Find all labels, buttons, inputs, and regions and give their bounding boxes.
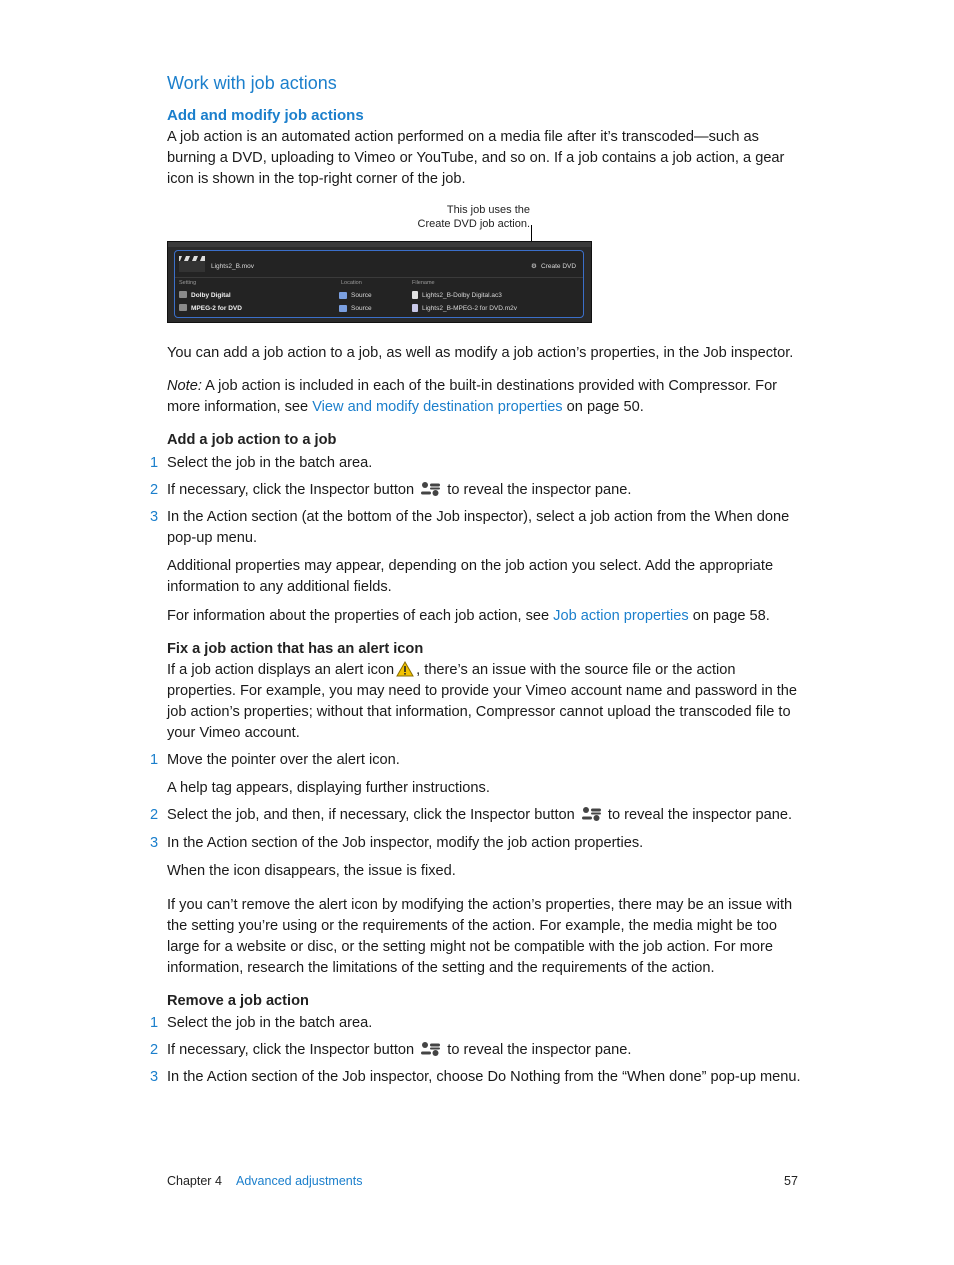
row-filename: Lights2_B-Dolby Digital.ac3 bbox=[422, 292, 502, 299]
add-step-2: If necessary, click the Inspector button to reveal the inspector pane. bbox=[167, 482, 632, 498]
gear-icon[interactable]: ⚙ bbox=[531, 263, 537, 270]
fix-closing-paragraph: If you can’t remove the alert icon by modifying the action’s properties, there may be an issue with the setting you’re using or the requirements of the action. For example, the media might be too large for a website or disc, or the setting might not be compatible with the job action. For more information, research the limitations of the setting and the requirements of the action. bbox=[167, 897, 793, 976]
remove-step-2: If necessary, click the Inspector button to reveal the inspector pane. bbox=[167, 1042, 632, 1058]
step-number: 2 bbox=[150, 482, 159, 498]
step-number: 2 bbox=[150, 1042, 159, 1058]
row-filename: Lights2_B-MPEG-2 for DVD.m2v bbox=[422, 305, 518, 312]
job-action-properties-link[interactable]: Job action properties bbox=[553, 608, 689, 624]
setting-video-icon bbox=[179, 304, 187, 311]
section-heading: Work with job actions bbox=[167, 73, 337, 93]
callout-line-2: Create DVD job action. bbox=[417, 218, 530, 230]
fix-section-title: Fix a job action that has an alert icon bbox=[167, 641, 424, 657]
column-header-location: Location bbox=[341, 280, 362, 286]
job-row[interactable] bbox=[174, 250, 584, 318]
add-paragraph-1: Additional properties may appear, depending on the job action you select. Add the appropriate information to any additional fields. bbox=[167, 558, 774, 595]
inspector-button-icon bbox=[421, 1041, 440, 1057]
fix-step-1-result: A help tag appears, displaying further instructions. bbox=[167, 780, 490, 796]
row-setting: Dolby Digital bbox=[191, 292, 231, 299]
job-name: Lights2_B.mov bbox=[211, 263, 254, 270]
step-number: 1 bbox=[150, 752, 159, 768]
job-header bbox=[175, 251, 583, 278]
destination-properties-link[interactable]: View and modify destination properties bbox=[312, 399, 563, 415]
folder-icon bbox=[339, 305, 347, 312]
add-paragraph-2: For information about the properties of each job action, see Job action properties on page 58. bbox=[167, 608, 770, 624]
footer-chapter-link[interactable]: Advanced adjustments bbox=[236, 1174, 363, 1188]
fix-step-1: Move the pointer over the alert icon. bbox=[167, 752, 400, 768]
remove-section-title: Remove a job action bbox=[167, 993, 309, 1009]
fix-step-3: In the Action section of the Job inspector, modify the job action properties. bbox=[167, 835, 644, 851]
add-step-1: Select the job in the batch area. bbox=[167, 455, 373, 471]
footer-chapter: Chapter 4 bbox=[167, 1174, 222, 1188]
step-number: 2 bbox=[150, 807, 159, 823]
column-header-filename: Filename bbox=[412, 280, 435, 286]
alert-icon bbox=[396, 661, 414, 677]
note-paragraph: Note: A job action is included in each of the built-in destinations provided with Compressor. For more information, see View and modify destination properties on page 50. bbox=[167, 378, 778, 415]
add-section-title: Add a job action to a job bbox=[167, 432, 337, 448]
footer-page-number: 57 bbox=[784, 1174, 798, 1188]
fix-paragraph: If a job action displays an alert icon , there’s an issue with the source file or the action properties. For example, you may need to provide your Vimeo account name and password in the job action’s properties; without that information, Compressor cannot upload the transcoded file to your Vimeo account. bbox=[167, 662, 798, 741]
add-step-3: In the Action section (at the bottom of the Job inspector), select a job action from the When done pop-up menu. bbox=[167, 509, 790, 546]
folder-icon bbox=[339, 292, 347, 299]
clapper-thumbnail-icon bbox=[179, 256, 205, 272]
inspector-paragraph: You can add a job action to a job, as well as modify a job action’s properties, in the Job inspector. bbox=[167, 345, 794, 361]
file-icon bbox=[412, 304, 418, 312]
callout-line-1: This job uses the bbox=[446, 204, 530, 216]
step-number: 3 bbox=[150, 509, 159, 525]
remove-step-3: In the Action section of the Job inspector, choose Do Nothing from the “When done” pop-up menu. bbox=[167, 1069, 801, 1085]
inspector-button-icon bbox=[582, 806, 601, 822]
setting-audio-icon bbox=[179, 291, 187, 298]
figure-callout bbox=[400, 203, 530, 231]
file-icon bbox=[412, 291, 418, 299]
row-location: Source bbox=[351, 305, 372, 312]
fix-step-2: Select the job, and then, if necessary, click the Inspector button to reveal the inspector pane. bbox=[167, 807, 793, 823]
row-setting: MPEG-2 for DVD bbox=[191, 305, 242, 312]
job-action-label: Create DVD bbox=[541, 263, 577, 270]
intro-paragraph: A job action is an automated action performed on a media file after it’s transcoded—such as burning a DVD, uploading to Vimeo or YouTube, and so on. If a job contains a job action, a gear icon is shown in the top-right corner of the job. bbox=[167, 129, 785, 187]
job-screenshot bbox=[167, 241, 592, 323]
inspector-button-icon bbox=[421, 481, 440, 497]
step-number: 3 bbox=[150, 835, 159, 851]
subsection-heading: Add and modify job actions bbox=[167, 107, 364, 124]
remove-step-1: Select the job in the batch area. bbox=[167, 1015, 373, 1031]
note-label: Note: bbox=[167, 378, 202, 394]
row-location: Source bbox=[351, 292, 372, 299]
fix-step-3-result: When the icon disappears, the issue is fixed. bbox=[167, 863, 456, 879]
step-number: 1 bbox=[150, 1015, 159, 1031]
step-number: 3 bbox=[150, 1069, 159, 1085]
column-header-setting: Setting bbox=[179, 280, 197, 286]
step-number: 1 bbox=[150, 455, 159, 471]
